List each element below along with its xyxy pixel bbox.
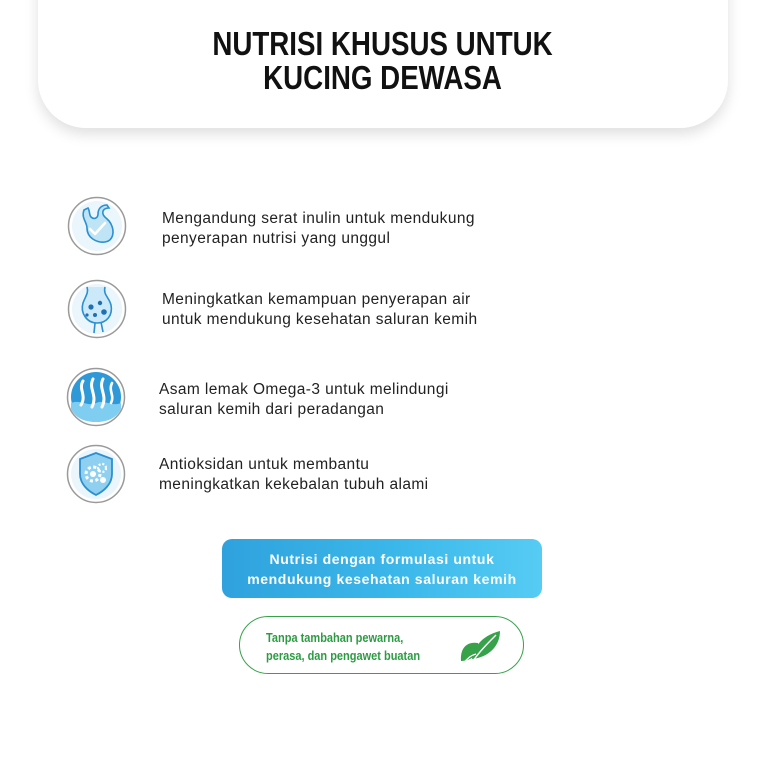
stomach-check-icon (67, 196, 127, 256)
page-title (61, 27, 704, 95)
title-line-2: KUCING DEWASA (263, 59, 502, 96)
feature-1-line-1: Mengandung serat inulin untuk mendukung (162, 210, 475, 227)
badge-line-1: Tanpa tambahan pewarna, (266, 631, 404, 645)
highlight-line-2: mendukung kesehatan saluran kemih (247, 570, 517, 587)
feature-2-text (162, 290, 477, 330)
leaf-icon (458, 627, 502, 665)
urinary-health-highlight (222, 539, 542, 598)
shield-antioxidant-icon (66, 444, 126, 504)
badge-line-2: perasa, dan pengawet buatan (266, 649, 421, 663)
feature-4-line-1: Antioksidan untuk membantu (159, 456, 370, 473)
feature-3-line-2: saluran kemih dari peradangan (159, 401, 385, 418)
feature-3-line-1: Asam lemak Omega-3 untuk melindungi (159, 381, 449, 398)
feature-1-text (162, 209, 475, 249)
bladder-icon (67, 279, 127, 339)
feature-1-line-2: penyerapan nutrisi yang unggul (162, 230, 391, 247)
feature-2-line-1: Meningkatkan kemampuan penyerapan air (162, 291, 471, 308)
feature-3-text (159, 380, 449, 420)
highlight-line-1: Nutrisi dengan formulasi untuk (269, 550, 495, 567)
no-additives-badge (239, 616, 524, 674)
title-line-1: NUTRISI KHUSUS UNTUK (212, 25, 553, 62)
badge-text (266, 629, 420, 665)
feature-4-text (159, 455, 429, 495)
feature-4-line-2: meningkatkan kekebalan tubuh alami (159, 476, 429, 493)
omega-wave-icon (66, 367, 126, 427)
feature-2-line-2: untuk mendukung kesehatan saluran kemih (162, 311, 478, 328)
